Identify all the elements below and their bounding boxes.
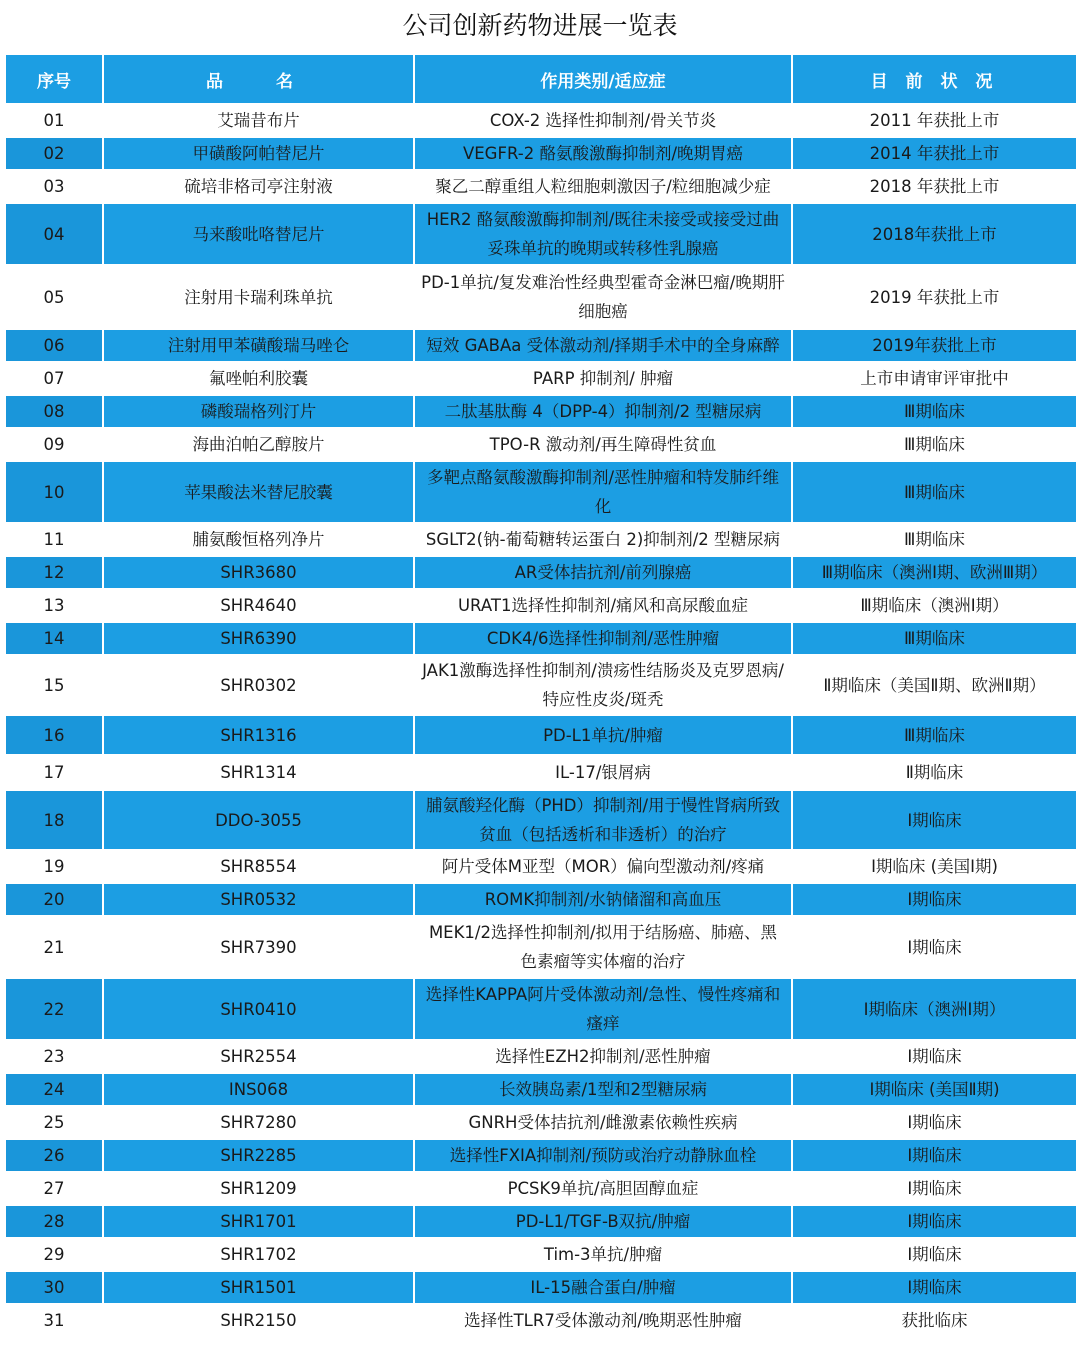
cell-name: INS068 — [103, 1073, 414, 1106]
cell-status: 2019 年获批上市 — [792, 265, 1077, 329]
cell-name: SHR7280 — [103, 1106, 414, 1139]
cell-no: 25 — [5, 1106, 103, 1139]
cell-no: 07 — [5, 362, 103, 395]
cell-category: SGLT2(钠-葡萄糖转运蛋白 2)抑制剂/2 型糖尿病 — [414, 523, 792, 556]
cell-name: DDO-3055 — [103, 790, 414, 850]
table-row — [5, 790, 1077, 850]
cell-name: SHR1316 — [103, 715, 414, 755]
cell-no: 10 — [5, 461, 103, 523]
cell-name: SHR1209 — [103, 1172, 414, 1205]
table-row — [5, 395, 1077, 428]
cell-no: 17 — [5, 755, 103, 790]
cell-no: 04 — [5, 203, 103, 265]
cell-category: 短效 GABAa 受体激动剂/择期手术中的全身麻醉 — [414, 329, 792, 362]
cell-name: 注射用甲苯磺酸瑞马唑仑 — [103, 329, 414, 362]
table-row — [5, 428, 1077, 461]
header-no: 序号 — [5, 54, 103, 104]
cell-no: 11 — [5, 523, 103, 556]
cell-category: 阿片受体M亚型（MOR）偏向型激动剂/疼痛 — [414, 850, 792, 883]
table-row — [5, 1073, 1077, 1106]
cell-status: Ⅰ期临床 — [792, 883, 1077, 916]
cell-no: 05 — [5, 265, 103, 329]
cell-category: 多靶点酪氨酸激酶抑制剂/恶性肿瘤和特发肺纤维化 — [414, 461, 792, 523]
cell-name: 注射用卡瑞利珠单抗 — [103, 265, 414, 329]
cell-name: SHR2285 — [103, 1139, 414, 1172]
cell-category: AR受体拮抗剂/前列腺癌 — [414, 556, 792, 589]
cell-name: SHR1702 — [103, 1238, 414, 1271]
table-row — [5, 850, 1077, 883]
cell-no: 01 — [5, 104, 103, 137]
cell-category: TPO-R 激动剂/再生障碍性贫血 — [414, 428, 792, 461]
cell-status: 2018 年获批上市 — [792, 170, 1077, 203]
cell-category: 选择性FXIA抑制剂/预防或治疗动静脉血栓 — [414, 1139, 792, 1172]
cell-name: SHR8554 — [103, 850, 414, 883]
table-row — [5, 329, 1077, 362]
cell-name: 甲磺酸阿帕替尼片 — [103, 137, 414, 170]
cell-name: 马来酸吡咯替尼片 — [103, 203, 414, 265]
table-row — [5, 589, 1077, 622]
cell-name: 磷酸瑞格列汀片 — [103, 395, 414, 428]
cell-category: VEGFR-2 酪氨酸激酶抑制剂/晚期胃癌 — [414, 137, 792, 170]
cell-category: 二肽基肽酶 4（DPP-4）抑制剂/2 型糖尿病 — [414, 395, 792, 428]
cell-status: Ⅱ期临床（美国Ⅱ期、欧洲Ⅱ期） — [792, 655, 1077, 715]
cell-category: PARP 抑制剂/ 肿瘤 — [414, 362, 792, 395]
cell-category: 选择性TLR7受体激动剂/晚期恶性肿瘤 — [414, 1304, 792, 1337]
cell-no: 06 — [5, 329, 103, 362]
cell-name: SHR2554 — [103, 1040, 414, 1073]
cell-category: COX-2 选择性抑制剂/骨关节炎 — [414, 104, 792, 137]
cell-no: 18 — [5, 790, 103, 850]
cell-name: 苹果酸法米替尼胶囊 — [103, 461, 414, 523]
cell-name: SHR0410 — [103, 978, 414, 1040]
cell-status: Ⅰ期临床 — [792, 1106, 1077, 1139]
cell-no: 16 — [5, 715, 103, 755]
cell-name: SHR7390 — [103, 916, 414, 978]
cell-status: Ⅲ期临床 — [792, 523, 1077, 556]
cell-category: GNRH受体拮抗剂/雌激素依赖性疾病 — [414, 1106, 792, 1139]
cell-name: SHR0302 — [103, 655, 414, 715]
cell-status: Ⅲ期临床 — [792, 395, 1077, 428]
cell-status: Ⅲ期临床（澳洲Ⅰ期） — [792, 589, 1077, 622]
cell-category: IL-15融合蛋白/肿瘤 — [414, 1271, 792, 1304]
cell-category: 脯氨酸羟化酶（PHD）抑制剂/用于慢性肾病所致贫血（包括透析和非透析）的治疗 — [414, 790, 792, 850]
cell-category: Tim-3单抗/肿瘤 — [414, 1238, 792, 1271]
cell-status: Ⅰ期临床 — [792, 1271, 1077, 1304]
cell-category: PD-L1单抗/肿瘤 — [414, 715, 792, 755]
cell-category: IL-17/银屑病 — [414, 755, 792, 790]
cell-status: 2014 年获批上市 — [792, 137, 1077, 170]
cell-no: 03 — [5, 170, 103, 203]
cell-name: SHR2150 — [103, 1304, 414, 1337]
cell-status: Ⅰ期临床（澳洲Ⅰ期） — [792, 978, 1077, 1040]
table-row — [5, 265, 1077, 329]
table-row — [5, 1139, 1077, 1172]
table-row — [5, 655, 1077, 715]
cell-category: ROMK抑制剂/水钠储溜和高血压 — [414, 883, 792, 916]
cell-no: 08 — [5, 395, 103, 428]
cell-status: 获批临床 — [792, 1304, 1077, 1337]
cell-no: 02 — [5, 137, 103, 170]
cell-no: 26 — [5, 1139, 103, 1172]
table-row — [5, 556, 1077, 589]
cell-status: 上市申请审评审批中 — [792, 362, 1077, 395]
cell-name: SHR1314 — [103, 755, 414, 790]
table-row — [5, 461, 1077, 523]
cell-category: JAK1激酶选择性抑制剂/溃疡性结肠炎及克罗恩病/特应性皮炎/斑秃 — [414, 655, 792, 715]
cell-no: 21 — [5, 916, 103, 978]
cell-category: MEK1/2选择性抑制剂/拟用于结肠癌、肺癌、黑色素瘤等实体瘤的治疗 — [414, 916, 792, 978]
cell-status: 2019年获批上市 — [792, 329, 1077, 362]
cell-category: PD-1单抗/复发难治性经典型霍奇金淋巴瘤/晚期肝细胞癌 — [414, 265, 792, 329]
table-row — [5, 978, 1077, 1040]
drug-progress-table — [4, 53, 1078, 1338]
cell-status: 2011 年获批上市 — [792, 104, 1077, 137]
cell-no: 12 — [5, 556, 103, 589]
table-row — [5, 1172, 1077, 1205]
cell-no: 27 — [5, 1172, 103, 1205]
table-row — [5, 523, 1077, 556]
cell-status: Ⅲ期临床 — [792, 461, 1077, 523]
cell-status: Ⅰ期临床 (美国Ⅱ期) — [792, 1073, 1077, 1106]
cell-status: Ⅰ期临床 — [792, 1172, 1077, 1205]
cell-status: Ⅲ期临床 — [792, 428, 1077, 461]
table-row — [5, 622, 1077, 655]
cell-status: Ⅰ期临床 — [792, 1139, 1077, 1172]
cell-category: URAT1选择性抑制剂/痛风和高尿酸血症 — [414, 589, 792, 622]
cell-name: 脯氨酸恒格列净片 — [103, 523, 414, 556]
table-row — [5, 755, 1077, 790]
cell-category: 长效胰岛素/1型和2型糖尿病 — [414, 1073, 792, 1106]
table-row — [5, 1205, 1077, 1238]
cell-status: Ⅰ期临床 (美国Ⅰ期) — [792, 850, 1077, 883]
cell-status: Ⅲ期临床 — [792, 622, 1077, 655]
cell-no: 14 — [5, 622, 103, 655]
table-row — [5, 1106, 1077, 1139]
cell-status: Ⅰ期临床 — [792, 1205, 1077, 1238]
cell-no: 20 — [5, 883, 103, 916]
table-row — [5, 715, 1077, 755]
cell-category: 选择性KAPPA阿片受体激动剂/急性、慢性疼痛和瘙痒 — [414, 978, 792, 1040]
cell-category: 选择性EZH2抑制剂/恶性肿瘤 — [414, 1040, 792, 1073]
header-status: 目 前 状 况 — [792, 54, 1077, 104]
table-row — [5, 203, 1077, 265]
cell-status: Ⅰ期临床 — [792, 916, 1077, 978]
cell-status: 2018年获批上市 — [792, 203, 1077, 265]
cell-no: 15 — [5, 655, 103, 715]
table-row — [5, 883, 1077, 916]
cell-no: 23 — [5, 1040, 103, 1073]
cell-name: 海曲泊帕乙醇胺片 — [103, 428, 414, 461]
cell-no: 28 — [5, 1205, 103, 1238]
cell-no: 31 — [5, 1304, 103, 1337]
header-category: 作用类别/适应症 — [414, 54, 792, 104]
cell-no: 30 — [5, 1271, 103, 1304]
table-row — [5, 916, 1077, 978]
table-row — [5, 1040, 1077, 1073]
cell-name: 氟唑帕利胶囊 — [103, 362, 414, 395]
table-body — [5, 104, 1077, 1337]
cell-name: SHR3680 — [103, 556, 414, 589]
cell-name: SHR6390 — [103, 622, 414, 655]
cell-name: SHR1501 — [103, 1271, 414, 1304]
cell-name: SHR4640 — [103, 589, 414, 622]
cell-no: 09 — [5, 428, 103, 461]
cell-category: 聚乙二醇重组人粒细胞刺激因子/粒细胞减少症 — [414, 170, 792, 203]
table-row — [5, 1304, 1077, 1337]
cell-no: 24 — [5, 1073, 103, 1106]
cell-status: Ⅲ期临床（澳洲Ⅰ期、欧洲Ⅲ期） — [792, 556, 1077, 589]
cell-no: 13 — [5, 589, 103, 622]
cell-name: SHR0532 — [103, 883, 414, 916]
table-row — [5, 362, 1077, 395]
cell-no: 22 — [5, 978, 103, 1040]
table-row — [5, 137, 1077, 170]
table-header — [5, 54, 1077, 104]
page-title: 公司创新药物进展一览表 — [402, 11, 678, 40]
table-row — [5, 1238, 1077, 1271]
table-row — [5, 1271, 1077, 1304]
cell-status: Ⅰ期临床 — [792, 1238, 1077, 1271]
header-row — [5, 54, 1077, 104]
cell-status: Ⅲ期临床 — [792, 715, 1077, 755]
cell-no: 19 — [5, 850, 103, 883]
cell-status: Ⅰ期临床 — [792, 1040, 1077, 1073]
header-name: 品 名 — [103, 54, 414, 104]
cell-status: Ⅱ期临床 — [792, 755, 1077, 790]
table-row — [5, 170, 1077, 203]
cell-category: PD-L1/TGF-B双抗/肿瘤 — [414, 1205, 792, 1238]
cell-no: 29 — [5, 1238, 103, 1271]
cell-category: HER2 酪氨酸激酶抑制剂/既往未接受或接受过曲妥珠单抗的晚期或转移性乳腺癌 — [414, 203, 792, 265]
cell-category: PCSK9单抗/高胆固醇血症 — [414, 1172, 792, 1205]
cell-name: SHR1701 — [103, 1205, 414, 1238]
table-row — [5, 104, 1077, 137]
cell-name: 硫培非格司亭注射液 — [103, 170, 414, 203]
cell-status: Ⅰ期临床 — [792, 790, 1077, 850]
cell-name: 艾瑞昔布片 — [103, 104, 414, 137]
cell-category: CDK4/6选择性抑制剂/恶性肿瘤 — [414, 622, 792, 655]
